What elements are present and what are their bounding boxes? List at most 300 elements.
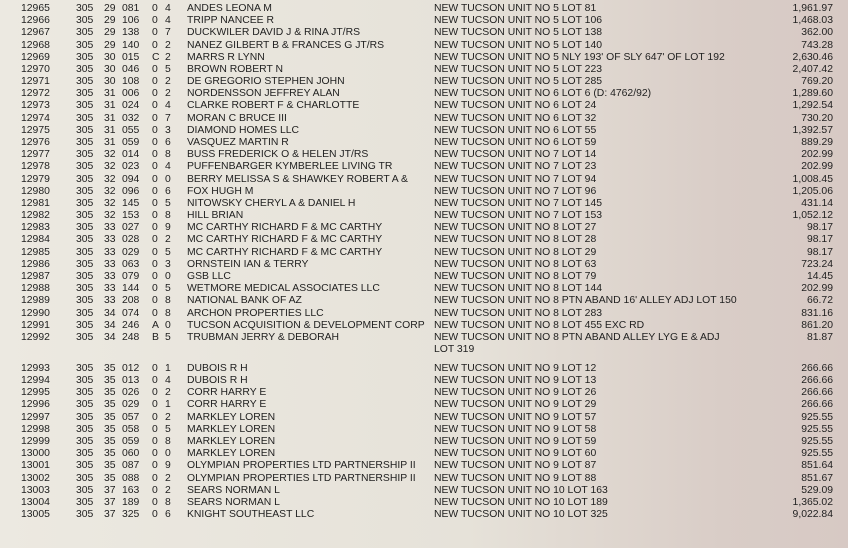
table-row: [0, 222, 848, 234]
check-digit: 7: [165, 27, 171, 39]
legal-description: NEW TUCSON UNIT NO 6 LOT 59: [434, 136, 597, 148]
table-row: [0, 125, 848, 137]
amount-due: 723.24: [801, 258, 833, 270]
amount-due: 889.29: [801, 136, 833, 148]
check-digit: 4: [165, 15, 171, 27]
check-digit: 4: [165, 161, 171, 173]
book-number: 305: [76, 270, 94, 282]
parcel-number: 12999: [21, 435, 50, 447]
amount-due: 743.28: [801, 39, 833, 51]
parcel-code: 138: [122, 27, 140, 39]
owner-name: ORNSTEIN IAN & TERRY: [187, 258, 309, 270]
table-row: [0, 15, 848, 27]
owner-name: NITOWSKY CHERYL A & DANIEL H: [187, 197, 356, 209]
split-letter: 0: [152, 76, 158, 88]
map-number: 33: [104, 222, 116, 234]
parcel-code: 248: [122, 331, 140, 343]
parcel-code: 060: [122, 448, 140, 460]
book-number: 305: [76, 246, 94, 258]
book-number: 305: [76, 185, 94, 197]
legal-description: NEW TUCSON UNIT NO 5 LOT 106: [434, 15, 603, 27]
table-row: [0, 40, 848, 52]
legal-description: NEW TUCSON UNIT NO 8 LOT 455 EXC RD: [434, 319, 645, 331]
table-row: [0, 509, 848, 521]
table-row: [0, 174, 848, 186]
split-letter: 0: [152, 222, 158, 234]
check-digit: 3: [165, 258, 171, 270]
map-number: 32: [104, 210, 116, 222]
table-row: [0, 76, 848, 88]
parcel-code: 163: [122, 484, 140, 496]
table-row: [0, 161, 848, 173]
parcel-number: 12995: [21, 387, 50, 399]
amount-due: 1,292.54: [792, 100, 833, 112]
parcel-number: 13002: [21, 472, 50, 484]
table-row: [0, 412, 848, 424]
table-row: [0, 448, 848, 460]
parcel-number: 12968: [21, 39, 50, 51]
table-row: [0, 27, 848, 39]
parcel-number: 12988: [21, 283, 50, 295]
book-number: 305: [76, 173, 94, 185]
check-digit: 2: [165, 51, 171, 63]
book-number: 305: [76, 484, 94, 496]
table-row: [0, 259, 848, 271]
amount-due: 925.55: [801, 435, 833, 447]
check-digit: 8: [165, 435, 171, 447]
book-number: 305: [76, 210, 94, 222]
split-letter: 0: [152, 283, 158, 295]
parcel-number: 12974: [21, 112, 50, 124]
parcel-code: 108: [122, 76, 140, 88]
map-number: 35: [104, 411, 116, 423]
amount-due: 81.87: [806, 331, 833, 343]
check-digit: 6: [165, 509, 171, 521]
parcel-number: 12967: [21, 27, 50, 39]
split-letter: 0: [152, 39, 158, 51]
parcel-code: 015: [122, 51, 140, 63]
owner-name: MARKLEY LOREN: [187, 411, 276, 423]
check-digit: 5: [165, 246, 171, 258]
owner-name: WETMORE MEDICAL ASSOCIATES LLC: [187, 283, 380, 295]
split-letter: 0: [152, 423, 158, 435]
amount-due: 1,289.60: [792, 88, 833, 100]
owner-name: MARKLEY LOREN: [187, 448, 276, 460]
check-digit: 6: [165, 185, 171, 197]
check-digit: 1: [165, 362, 171, 374]
map-number: 31: [104, 112, 116, 124]
map-number: 32: [104, 161, 116, 173]
parcel-code: 014: [122, 149, 140, 161]
parcel-code: 088: [122, 472, 140, 484]
parcel-number: 13001: [21, 460, 50, 472]
parcel-code: 057: [122, 411, 140, 423]
owner-name: TUCSON ACQUISITION & DEVELOPMENT CORP: [187, 319, 425, 331]
parcel-number: 12985: [21, 246, 50, 258]
check-digit: 2: [165, 88, 171, 100]
owner-name: FOX HUGH M: [187, 185, 254, 197]
table-row: [0, 387, 848, 399]
check-digit: 5: [165, 423, 171, 435]
map-number: 37: [104, 509, 116, 521]
parcel-code: 028: [122, 234, 140, 246]
legal-description: NEW TUCSON UNIT NO 9 LOT 87: [434, 460, 597, 472]
parcel-number: 12986: [21, 258, 50, 270]
book-number: 305: [76, 295, 94, 307]
owner-name: VASQUEZ MARTIN R: [187, 136, 289, 148]
amount-due: 98.17: [806, 222, 833, 234]
book-number: 305: [76, 509, 94, 521]
map-number: 31: [104, 100, 116, 112]
check-digit: 9: [165, 222, 171, 234]
check-digit: 8: [165, 295, 171, 307]
parcel-code: 079: [122, 270, 140, 282]
legal-description: NEW TUCSON UNIT NO 9 LOT 60: [434, 448, 597, 460]
book-number: 305: [76, 63, 94, 75]
map-number: 33: [104, 270, 116, 282]
map-number: 34: [104, 307, 116, 319]
map-number: 33: [104, 258, 116, 270]
book-number: 305: [76, 222, 94, 234]
split-letter: 0: [152, 460, 158, 472]
legal-description: NEW TUCSON UNIT NO 8 PTN ABAND ALLEY LYG E & ADJ: [434, 331, 720, 343]
map-number: 35: [104, 387, 116, 399]
owner-name: NANEZ GILBERT B & FRANCES G JT/RS: [187, 39, 385, 51]
parcel-number: 12972: [21, 88, 50, 100]
split-letter: C: [152, 51, 160, 63]
book-number: 305: [76, 112, 94, 124]
map-number: 32: [104, 197, 116, 209]
parcel-number: 12980: [21, 185, 50, 197]
owner-name: MORAN C BRUCE III: [187, 112, 287, 124]
legal-description: NEW TUCSON UNIT NO 8 LOT 28: [434, 234, 597, 246]
map-number: 35: [104, 472, 116, 484]
amount-due: 529.09: [801, 484, 833, 496]
check-digit: 6: [165, 136, 171, 148]
legal-description: NEW TUCSON UNIT NO 9 LOT 88: [434, 472, 597, 484]
parcel-number: 12981: [21, 197, 50, 209]
parcel-code: 006: [122, 88, 140, 100]
amount-due: 14.45: [806, 270, 833, 282]
check-digit: 4: [165, 3, 171, 14]
parcel-number: 12997: [21, 411, 50, 423]
legal-description: NEW TUCSON UNIT NO 9 LOT 12: [434, 362, 597, 374]
split-letter: 0: [152, 149, 158, 161]
split-letter: 0: [152, 124, 158, 136]
amount-due: 266.66: [801, 375, 833, 387]
parcel-number: 12992: [21, 331, 50, 343]
parcel-code: 106: [122, 15, 140, 27]
parcel-code: 208: [122, 295, 140, 307]
split-letter: 0: [152, 27, 158, 39]
owner-name: HILL BRIAN: [187, 210, 244, 222]
legal-description: NEW TUCSON UNIT NO 7 LOT 96: [434, 185, 597, 197]
split-letter: 0: [152, 375, 158, 387]
amount-due: 98.17: [806, 246, 833, 258]
parcel-code: 081: [122, 3, 140, 14]
amount-due: 1,961.97: [792, 3, 833, 14]
amount-due: 1,052.12: [792, 210, 833, 222]
owner-name: TRIPP NANCEE R: [187, 15, 274, 27]
owner-name: DIAMOND HOMES LLC: [187, 124, 300, 136]
owner-name: BUSS FREDERICK O & HELEN JT/RS: [187, 149, 369, 161]
amount-due: 851.67: [801, 472, 833, 484]
split-letter: 0: [152, 435, 158, 447]
parcel-number: 12983: [21, 222, 50, 234]
split-letter: 0: [152, 387, 158, 399]
table-row: [0, 88, 848, 100]
parcel-number: 12973: [21, 100, 50, 112]
legal-description: NEW TUCSON UNIT NO 10 LOT 189: [434, 496, 608, 508]
parcel-number: 13000: [21, 448, 50, 460]
split-letter: 0: [152, 411, 158, 423]
amount-due: 202.99: [801, 161, 833, 173]
parcel-code: 029: [122, 399, 140, 411]
legal-description: NEW TUCSON UNIT NO 7 LOT 14: [434, 149, 597, 161]
parcel-number: 12994: [21, 375, 50, 387]
check-digit: 0: [165, 448, 171, 460]
legal-description: NEW TUCSON UNIT NO 6 LOT 6 (D: 4762/92): [434, 88, 652, 100]
table-row: [0, 113, 848, 125]
split-letter: 0: [152, 258, 158, 270]
amount-due: 851.64: [801, 460, 833, 472]
split-letter: 0: [152, 484, 158, 496]
check-digit: 3: [165, 124, 171, 136]
map-number: 31: [104, 88, 116, 100]
book-number: 305: [76, 319, 94, 331]
amount-due: 1,205.06: [792, 185, 833, 197]
check-digit: 8: [165, 210, 171, 222]
parcel-number: 12978: [21, 161, 50, 173]
table-row: [0, 283, 848, 295]
split-letter: 0: [152, 496, 158, 508]
parcel-number: 12966: [21, 15, 50, 27]
book-number: 305: [76, 124, 94, 136]
legal-description: NEW TUCSON UNIT NO 7 LOT 153: [434, 210, 603, 222]
map-number: 30: [104, 63, 116, 75]
amount-due: 1,392.57: [792, 124, 833, 136]
parcel-number: 12969: [21, 51, 50, 63]
owner-name: MC CARTHY RICHARD F & MC CARTHY: [187, 222, 383, 234]
book-number: 305: [76, 283, 94, 295]
map-number: 29: [104, 27, 116, 39]
table-row: [0, 460, 848, 472]
legal-description: NEW TUCSON UNIT NO 9 LOT 58: [434, 423, 597, 435]
map-number: 35: [104, 375, 116, 387]
book-number: 305: [76, 76, 94, 88]
split-letter: 0: [152, 161, 158, 173]
legal-description: NEW TUCSON UNIT NO 5 LOT 223: [434, 63, 603, 75]
parcel-number: 12982: [21, 210, 50, 222]
parcel-code: 246: [122, 319, 140, 331]
table-row: [0, 210, 848, 222]
amount-due: 266.66: [801, 387, 833, 399]
amount-due: 362.00: [801, 27, 833, 39]
amount-due: 1,468.03: [792, 15, 833, 27]
check-digit: 5: [165, 197, 171, 209]
amount-due: 1,365.02: [792, 496, 833, 508]
legal-description: NEW TUCSON UNIT NO 8 LOT 63: [434, 258, 597, 270]
owner-name: MARKLEY LOREN: [187, 423, 276, 435]
legal-description: NEW TUCSON UNIT NO 9 LOT 57: [434, 411, 597, 423]
table-row-continuation: [0, 344, 848, 356]
check-digit: 5: [165, 63, 171, 75]
table-row: [0, 137, 848, 149]
owner-name: CORR HARRY E: [187, 399, 267, 411]
book-number: 305: [76, 27, 94, 39]
owner-name: CORR HARRY E: [187, 387, 267, 399]
table-row: [0, 436, 848, 448]
map-number: 31: [104, 124, 116, 136]
legal-description: NEW TUCSON UNIT NO 9 LOT 13: [434, 375, 597, 387]
split-letter: 0: [152, 100, 158, 112]
book-number: 305: [76, 161, 94, 173]
parcel-code: 026: [122, 387, 140, 399]
book-number: 305: [76, 423, 94, 435]
legal-description: NEW TUCSON UNIT NO 8 LOT 29: [434, 246, 597, 258]
amount-due: 431.14: [801, 197, 833, 209]
map-number: 32: [104, 149, 116, 161]
parcel-code: 140: [122, 39, 140, 51]
split-letter: 0: [152, 173, 158, 185]
owner-name: MARKLEY LOREN: [187, 435, 276, 447]
owner-name: DUBOIS R H: [187, 375, 248, 387]
parcel-code: 189: [122, 496, 140, 508]
parcel-code: 063: [122, 258, 140, 270]
split-letter: 0: [152, 3, 158, 14]
check-digit: 2: [165, 411, 171, 423]
table-row: [0, 375, 848, 387]
map-number: 29: [104, 3, 116, 14]
split-letter: A: [152, 319, 159, 331]
owner-name: MARRS R LYNN: [187, 51, 265, 63]
table-row: [0, 64, 848, 76]
check-digit: 4: [165, 375, 171, 387]
legal-description: NEW TUCSON UNIT NO 5 LOT 140: [434, 39, 603, 51]
owner-name: NORDENSSON JEFFREY ALAN: [187, 88, 340, 100]
table-row: [0, 198, 848, 210]
split-letter: 0: [152, 15, 158, 27]
legal-description: NEW TUCSON UNIT NO 9 LOT 59: [434, 435, 597, 447]
parcel-code: 046: [122, 63, 140, 75]
amount-due: 202.99: [801, 149, 833, 161]
table-row: [0, 399, 848, 411]
split-letter: 0: [152, 112, 158, 124]
split-letter: B: [152, 331, 159, 343]
amount-due: 925.55: [801, 411, 833, 423]
book-number: 305: [76, 234, 94, 246]
map-number: 31: [104, 136, 116, 148]
book-number: 305: [76, 399, 94, 411]
table-row: [0, 473, 848, 485]
parcel-code: 029: [122, 246, 140, 258]
parcel-number: 12990: [21, 307, 50, 319]
check-digit: 2: [165, 76, 171, 88]
legal-description: NEW TUCSON UNIT NO 5 NLY 193' OF SLY 647' OF LOT 192: [434, 51, 725, 63]
table-row: [0, 234, 848, 246]
owner-name: DE GREGORIO STEPHEN JOHN: [187, 76, 345, 88]
parcel-code: 087: [122, 460, 140, 472]
amount-due: 925.55: [801, 423, 833, 435]
split-letter: 0: [152, 197, 158, 209]
parcel-code: 024: [122, 100, 140, 112]
table-row: [0, 485, 848, 497]
map-number: 33: [104, 283, 116, 295]
table-row: [0, 308, 848, 320]
map-number: 30: [104, 76, 116, 88]
legal-description-continuation: LOT 319: [434, 344, 475, 356]
check-digit: 9: [165, 460, 171, 472]
parcel-code: 059: [122, 435, 140, 447]
book-number: 305: [76, 3, 94, 14]
book-number: 305: [76, 100, 94, 112]
map-number: 37: [104, 484, 116, 496]
table-row: [0, 149, 848, 161]
split-letter: 0: [152, 270, 158, 282]
book-number: 305: [76, 15, 94, 27]
legal-description: NEW TUCSON UNIT NO 8 LOT 283: [434, 307, 603, 319]
map-number: 33: [104, 234, 116, 246]
check-digit: 1: [165, 399, 171, 411]
book-number: 305: [76, 51, 94, 63]
parcel-number: 12976: [21, 136, 50, 148]
split-letter: 0: [152, 399, 158, 411]
split-letter: 0: [152, 307, 158, 319]
check-digit: 5: [165, 331, 171, 343]
table-row: [0, 100, 848, 112]
book-number: 305: [76, 136, 94, 148]
legal-description: NEW TUCSON UNIT NO 7 LOT 145: [434, 197, 603, 209]
parcel-code: 059: [122, 136, 140, 148]
map-number: 35: [104, 448, 116, 460]
parcel-number: 13003: [21, 484, 50, 496]
check-digit: 0: [165, 173, 171, 185]
check-digit: 2: [165, 39, 171, 51]
check-digit: 8: [165, 307, 171, 319]
legal-description: NEW TUCSON UNIT NO 8 LOT 144: [434, 283, 603, 295]
owner-name: SEARS NORMAN L: [187, 496, 280, 508]
table-row: [0, 497, 848, 509]
split-letter: 0: [152, 234, 158, 246]
split-letter: 0: [152, 509, 158, 521]
legal-description: NEW TUCSON UNIT NO 10 LOT 163: [434, 484, 608, 496]
parcel-code: 096: [122, 185, 140, 197]
legal-description: NEW TUCSON UNIT NO 5 LOT 81: [434, 3, 597, 14]
amount-due: 861.20: [801, 319, 833, 331]
amount-due: 730.20: [801, 112, 833, 124]
legal-description: NEW TUCSON UNIT NO 6 LOT 32: [434, 112, 597, 124]
legal-description: NEW TUCSON UNIT NO 9 LOT 26: [434, 387, 597, 399]
map-number: 29: [104, 15, 116, 27]
parcel-code: 055: [122, 124, 140, 136]
legal-description: NEW TUCSON UNIT NO 5 LOT 138: [434, 27, 603, 39]
legal-description: NEW TUCSON UNIT NO 6 LOT 24: [434, 100, 597, 112]
owner-name: OLYMPIAN PROPERTIES LTD PARTNERSHIP II: [187, 472, 416, 484]
check-digit: 4: [165, 100, 171, 112]
book-number: 305: [76, 435, 94, 447]
owner-name: DUBOIS R H: [187, 362, 248, 374]
owner-name: ANDES LEONA M: [187, 3, 272, 14]
split-letter: 0: [152, 88, 158, 100]
parcel-number: 13005: [21, 509, 50, 521]
table-row: [0, 320, 848, 332]
book-number: 305: [76, 387, 94, 399]
map-number: 30: [104, 51, 116, 63]
split-letter: 0: [152, 210, 158, 222]
table-row: [0, 186, 848, 198]
parcel-code: 144: [122, 283, 140, 295]
check-digit: 7: [165, 112, 171, 124]
